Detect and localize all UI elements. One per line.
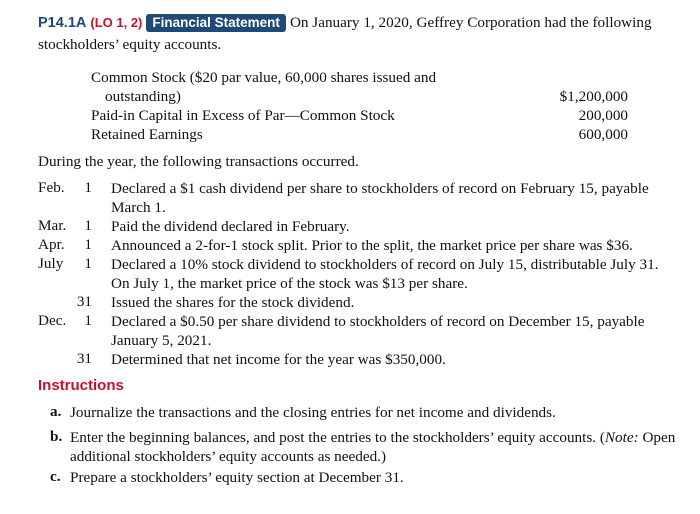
tx-line: Paid the dividend declared in February. bbox=[111, 218, 350, 235]
tx-description bbox=[111, 350, 681, 369]
tx-month: Mar. bbox=[38, 217, 67, 234]
tx-day: 31 bbox=[76, 293, 92, 310]
account-name-continued: outstanding) bbox=[105, 88, 181, 105]
tx-day: 1 bbox=[84, 217, 92, 234]
note-label: Note: bbox=[604, 429, 639, 446]
tx-line: Determined that net income for the year was $350,000. bbox=[111, 351, 446, 368]
instruction-text bbox=[70, 428, 685, 466]
instruction-line: Journalize the transactions and the closing entries for net income and dividends. bbox=[70, 404, 556, 421]
tx-month: Dec. bbox=[38, 312, 67, 329]
problem-header bbox=[38, 12, 693, 56]
tx-month: Apr. bbox=[38, 236, 65, 253]
tx-line: Declared a $1 cash dividend per share to stockholders of record on February 15, payable bbox=[111, 180, 649, 197]
tx-description bbox=[111, 293, 681, 312]
account-name: Paid-in Capital in Excess of Par—Common Stock bbox=[91, 107, 395, 124]
instruction-segment: Enter the beginning balances, and post the entries to the stockholders’ equity accounts. ( bbox=[70, 429, 605, 446]
instruction-line: additional stockholders’ equity accounts as needed.) bbox=[70, 448, 387, 465]
instruction-label: a. bbox=[50, 403, 62, 420]
tx-month: Feb. bbox=[38, 179, 65, 196]
account-amount: 200,000 bbox=[578, 107, 628, 124]
tx-description bbox=[111, 236, 681, 255]
instruction-text bbox=[70, 403, 685, 422]
tx-day: 1 bbox=[84, 312, 92, 329]
tx-line: On July 1, the market price of the stock was $13 per share. bbox=[111, 275, 468, 292]
instruction-label: b. bbox=[50, 428, 63, 445]
tx-day: 1 bbox=[84, 236, 92, 253]
instruction-text bbox=[70, 468, 685, 487]
account-row-paid-in-capital bbox=[91, 106, 628, 125]
account-row-common-stock bbox=[91, 68, 628, 106]
tx-description bbox=[111, 312, 681, 350]
tx-description bbox=[111, 179, 681, 217]
account-name: Retained Earnings bbox=[91, 126, 203, 143]
tx-month: July bbox=[38, 255, 64, 272]
account-name: Common Stock ($20 par value, 60,000 shares issued and bbox=[91, 69, 437, 86]
tx-description bbox=[111, 217, 681, 236]
account-amount: $1,200,000 bbox=[559, 88, 628, 105]
account-amount: 600,000 bbox=[578, 126, 628, 143]
tx-line: Issued the shares for the stock dividend. bbox=[111, 294, 355, 311]
tx-day: 1 bbox=[84, 255, 92, 272]
tx-line: Announced a 2-for-1 stock split. Prior to the split, the market price per share was $36. bbox=[111, 237, 633, 254]
transactions-intro: During the year, the following transactions occurred. bbox=[38, 153, 359, 170]
instruction-line: Prepare a stockholders’ equity section at December 31. bbox=[70, 469, 404, 486]
account-row-retained-earnings bbox=[91, 125, 628, 144]
financial-statement-badge: Financial Statement bbox=[146, 14, 286, 32]
problem-id: P14.1A bbox=[38, 15, 87, 31]
tx-description bbox=[111, 255, 681, 293]
instruction-segment: Open bbox=[638, 429, 676, 446]
tx-day: 31 bbox=[76, 350, 92, 367]
learning-objectives: (LO 1, 2) bbox=[90, 15, 143, 30]
tx-line: Declared a 10% stock dividend to stockholders of record on July 15, distributable July 31. bbox=[111, 256, 659, 273]
tx-line: March 1. bbox=[111, 199, 166, 216]
instruction-label: c. bbox=[50, 468, 61, 485]
problem-intro: On January 1, 2020, Geffrey Corporation had the following stockholders’ equity accounts. bbox=[38, 14, 652, 53]
tx-line: January 5, 2021. bbox=[111, 332, 212, 349]
instructions-heading: Instructions bbox=[38, 377, 124, 394]
tx-day: 1 bbox=[84, 179, 92, 196]
instruction-line bbox=[70, 428, 685, 447]
tx-line: Declared a $0.50 per share dividend to stockholders of record on December 15, payable bbox=[111, 313, 645, 330]
